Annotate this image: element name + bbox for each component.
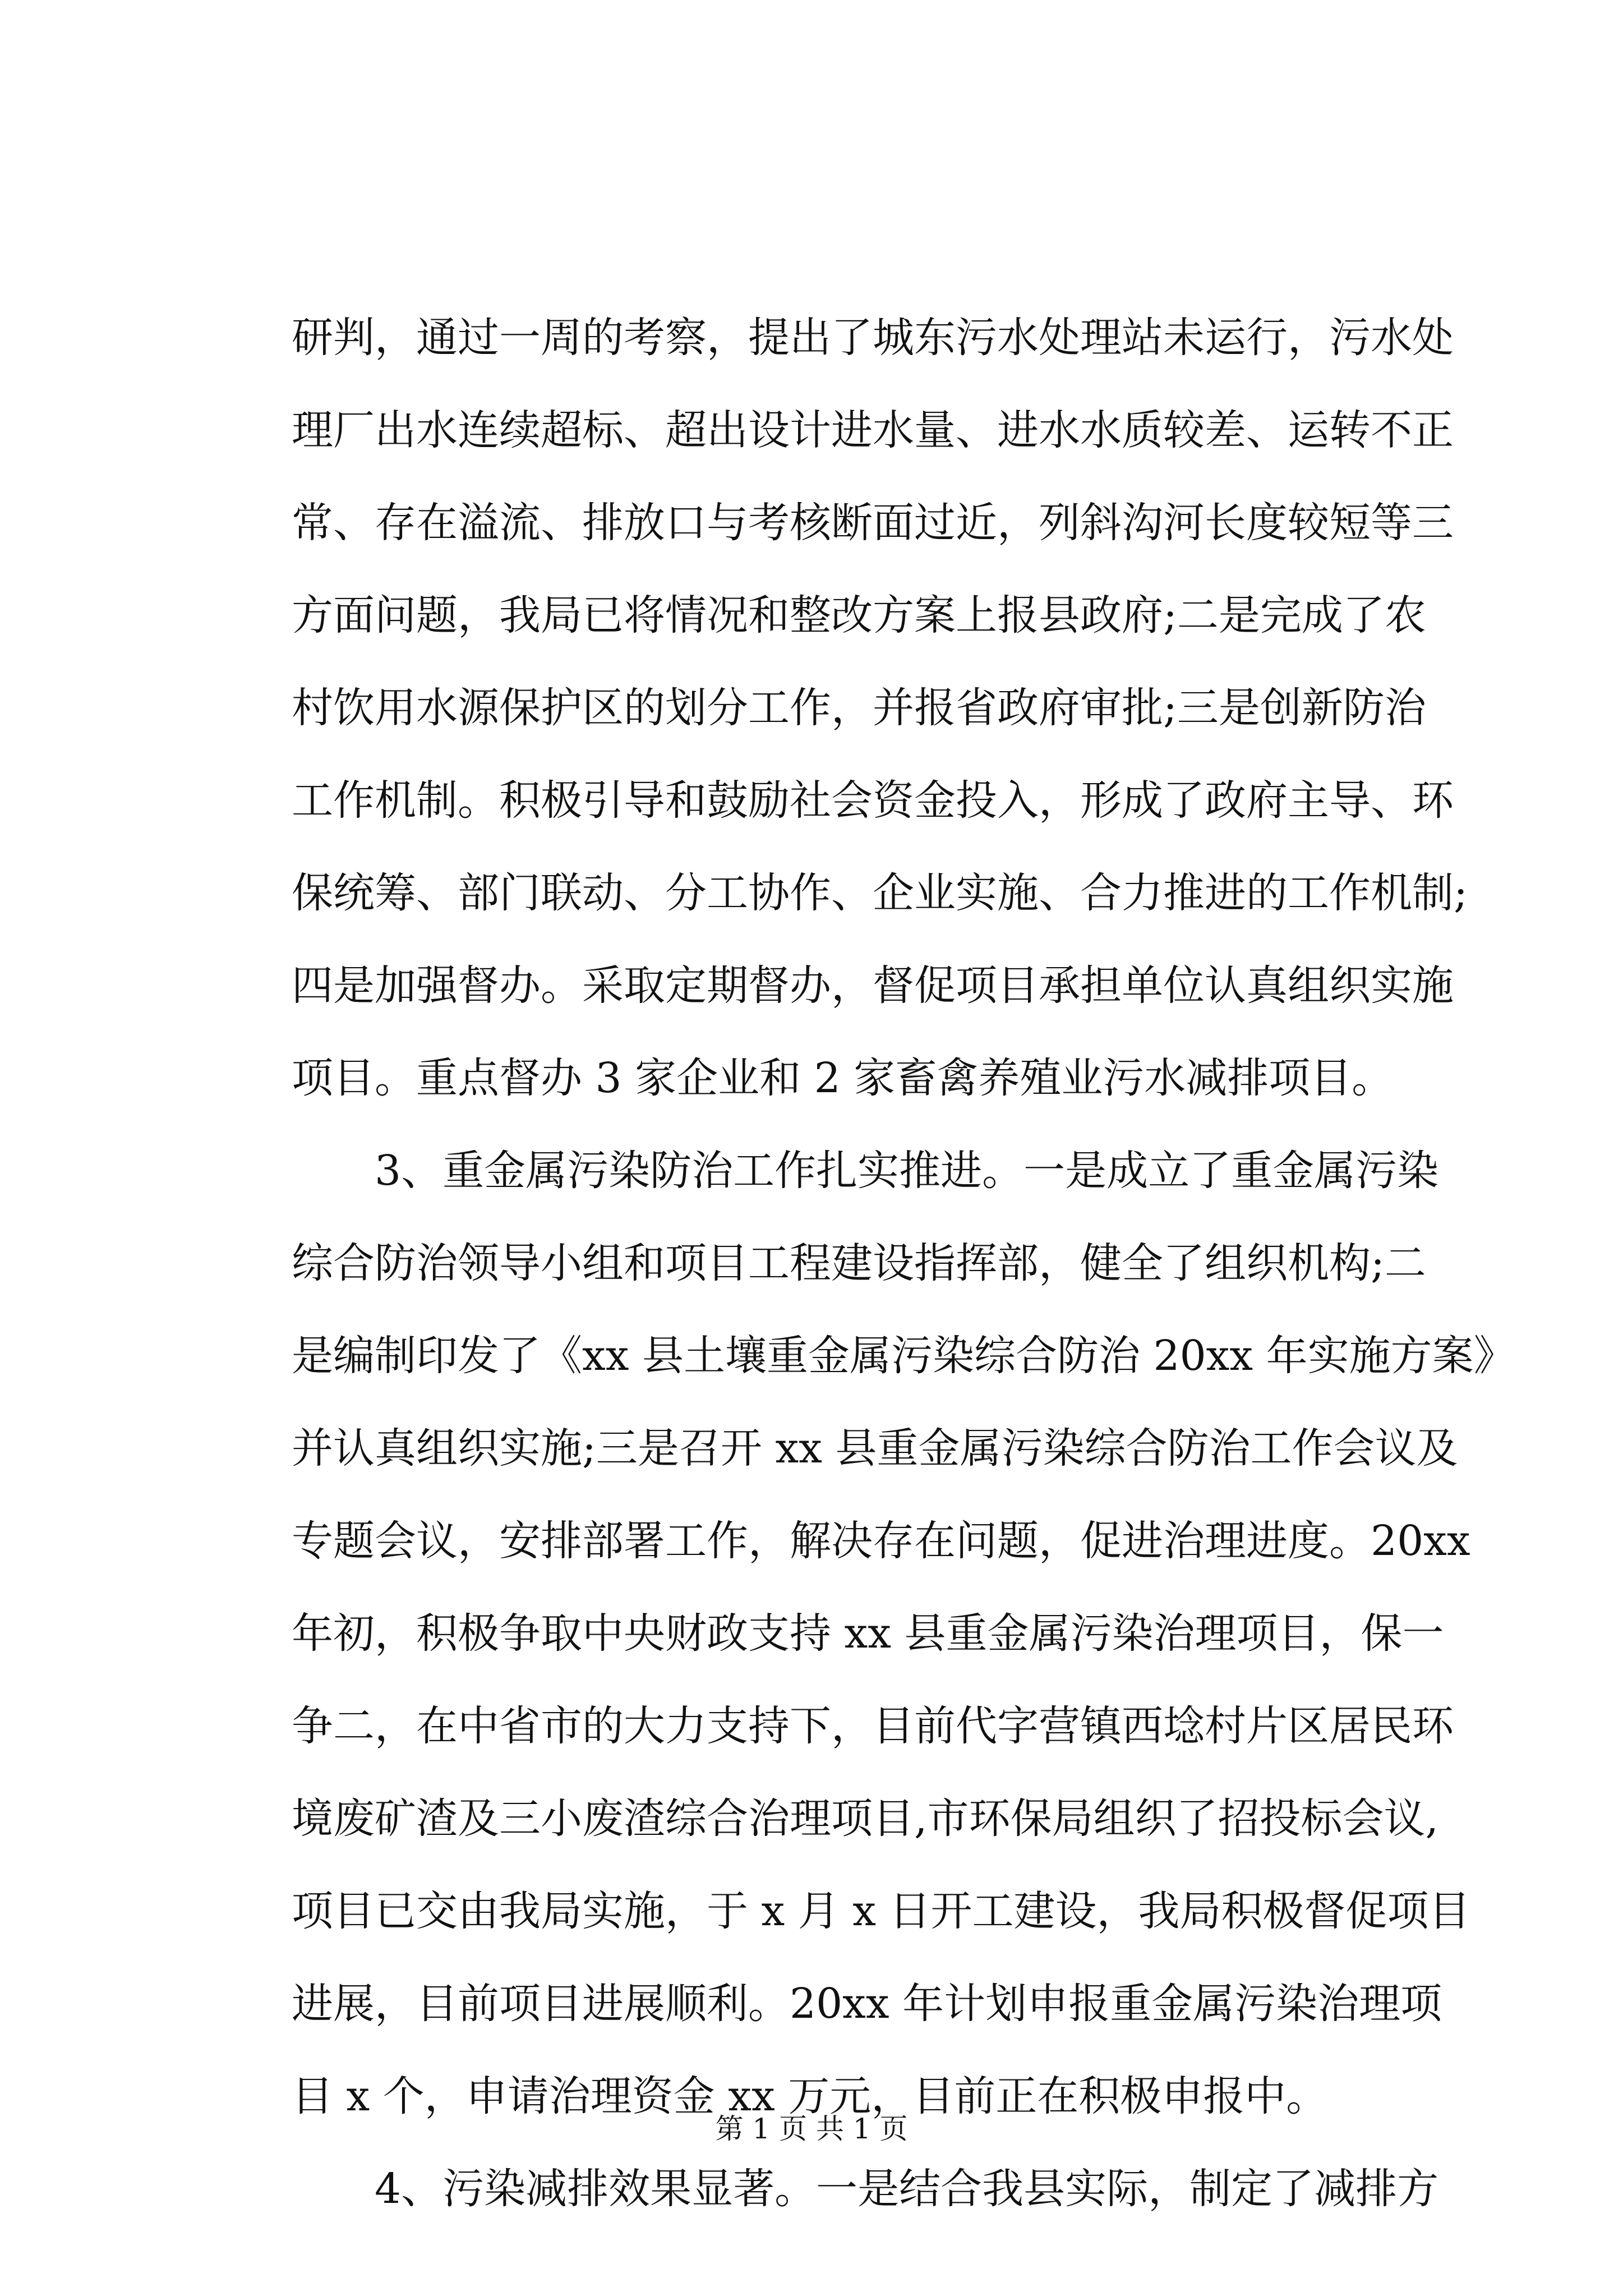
paragraph-line: 进展，目前项目进展顺利。20xx 年计划申报重金属污染治理项 <box>292 1980 1442 2028</box>
paragraph-line: 4、污染减排效果显著。一是结合我县实际，制定了减排方 <box>292 2165 1439 2213</box>
paragraph-line: 并认真组织实施;三是召开 xx 县重金属污染综合防治工作会议及 <box>292 1424 1458 1473</box>
paragraph-line: 专题会议，安排部署工作，解决存在问题，促进治理进度。20xx <box>292 1517 1470 1565</box>
paragraph-line: 四是加强督办。采取定期督办，督促项目承担单位认真组织实施 <box>292 961 1454 1010</box>
paragraph-line: 方面问题，我局已将情况和整改方案上报县政府;二是完成了农 <box>292 591 1426 639</box>
paragraph-line: 理厂出水连续超标、超出设计进水量、进水水质较差、运转不正 <box>292 406 1454 454</box>
paragraph-line: 工作机制。积极引导和鼓励社会资金投入，形成了政府主导、环 <box>292 776 1454 825</box>
paragraph-line: 常、存在溢流、排放口与考核断面过近，列斜沟河长度较短等三 <box>292 499 1454 547</box>
paragraph-line: 境废矿渣及三小废渣综合治理项目,市环保局组织了招投标会议, <box>292 1795 1439 1843</box>
paragraph-line: 项目。重点督办 3 家企业和 2 家畜禽养殖业污水减排项目。 <box>292 1054 1394 1102</box>
paragraph-line: 是编制印发了《xx 县土壤重金属污染综合防治 20xx 年实施方案》 <box>292 1332 1515 1380</box>
paragraph-line: 村饮用水源保护区的划分工作，并报省政府审批;三是创新防治 <box>292 684 1426 732</box>
paragraph-line: 综合防治领导小组和项目工程建设指挥部，健全了组织机构;二 <box>292 1239 1426 1287</box>
page-number-footer: 第 1 页 共 1 页 <box>715 2113 908 2145</box>
paragraph-line: 目 x 个，申请治理资金 xx 万元，目前正在积极申报中。 <box>292 2072 1328 2120</box>
paragraph-line: 保统筹、部门联动、分工协作、企业实施、合力推进的工作机制; <box>292 869 1468 917</box>
document-body <box>292 292 1515 2235</box>
paragraph-line: 年初，积极争取中央财政支持 xx 县重金属污染治理项目，保一 <box>292 1609 1444 1658</box>
paragraph-line: 项目已交由我局实施，于 x 月 x 日开工建设，我局积极督促项目 <box>292 1887 1470 1935</box>
paragraph-line: 争二，在中省市的大力支持下，目前代字营镇西埝村片区居民环 <box>292 1702 1454 1750</box>
paragraph-line: 3、重金属污染防治工作扎实推进。一是成立了重金属污染 <box>292 1147 1439 1195</box>
paragraph-line: 研判，通过一周的考察，提出了城东污水处理站未运行，污水处 <box>292 314 1454 362</box>
